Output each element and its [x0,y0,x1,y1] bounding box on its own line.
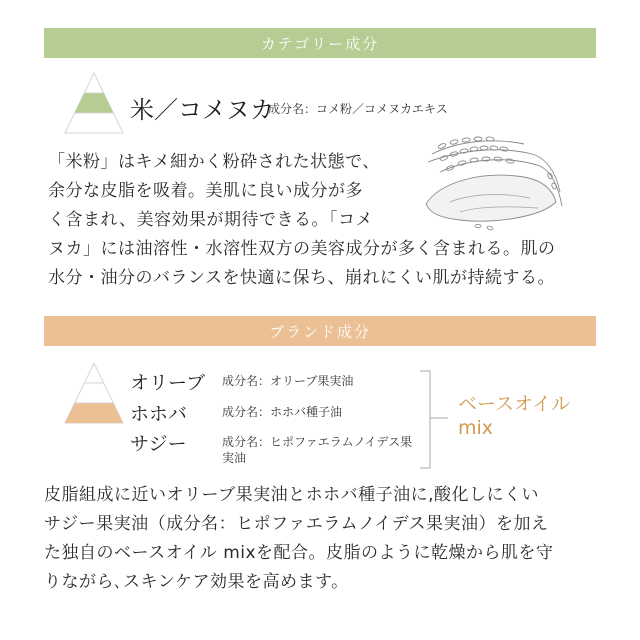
description-line: 「米粉」はキメ細かく粉砕された状態で、 [48,152,380,172]
description-line: 皮脂組成に近いオリーブ果実油とホホバ種子油に,酸化しにくい [44,485,540,505]
brand-description [44,481,610,597]
category-description [48,148,608,293]
pyramid-icon-bottom [64,362,124,424]
description-line: た独自のベースオイル mixを配合。皮脂のように乾燥から肌を守 [44,543,554,563]
ingredient-name-sea-buckthorn: 成分名：ヒポファエラムノイデス果実油 [222,435,413,465]
ingredient-name-jojoba: 成分名：ホホバ種子油 [222,405,343,419]
description-line: 余分な皮脂を吸着。美肌に良い成分が多 [48,181,363,201]
category-title: 米／コメヌカ [130,96,274,124]
base-oil-mix-label [458,392,570,440]
description-line: 水分・油分のバランスを快適に保ち、崩れにくい肌が持続する。 [48,268,555,288]
mix-label-line2: mix [458,417,494,439]
brand-header: ブランド成分 [44,316,596,346]
category-ingredient-name: 成分名：コメ粉／コメヌカエキス [268,102,448,116]
description-line: く含まれ、美容効果が期待できる。「コメ [48,210,374,230]
bracket-divider [418,370,450,470]
category-header: カテゴリー成分 [44,28,596,58]
description-line: りながら､スキンケア効果を高めます。 [44,572,349,592]
ingredient-name-olive: 成分名：オリーブ果実油 [222,374,354,388]
description-line: サジー果実油（成分名：ヒポファエラムノイデス果実油）を加え [44,514,549,534]
ingredient-label-olive: オリーブ [130,372,206,394]
ingredient-label-sea-buckthorn: サジー [130,433,187,455]
description-line: ヌカ」には油溶性・水溶性双方の美容成分が多く含まれる。肌の [48,239,556,259]
pyramid-icon-middle [64,72,124,134]
ingredient-label-jojoba: ホホバ [130,403,188,425]
mix-label-line1: ベースオイル [458,393,571,415]
